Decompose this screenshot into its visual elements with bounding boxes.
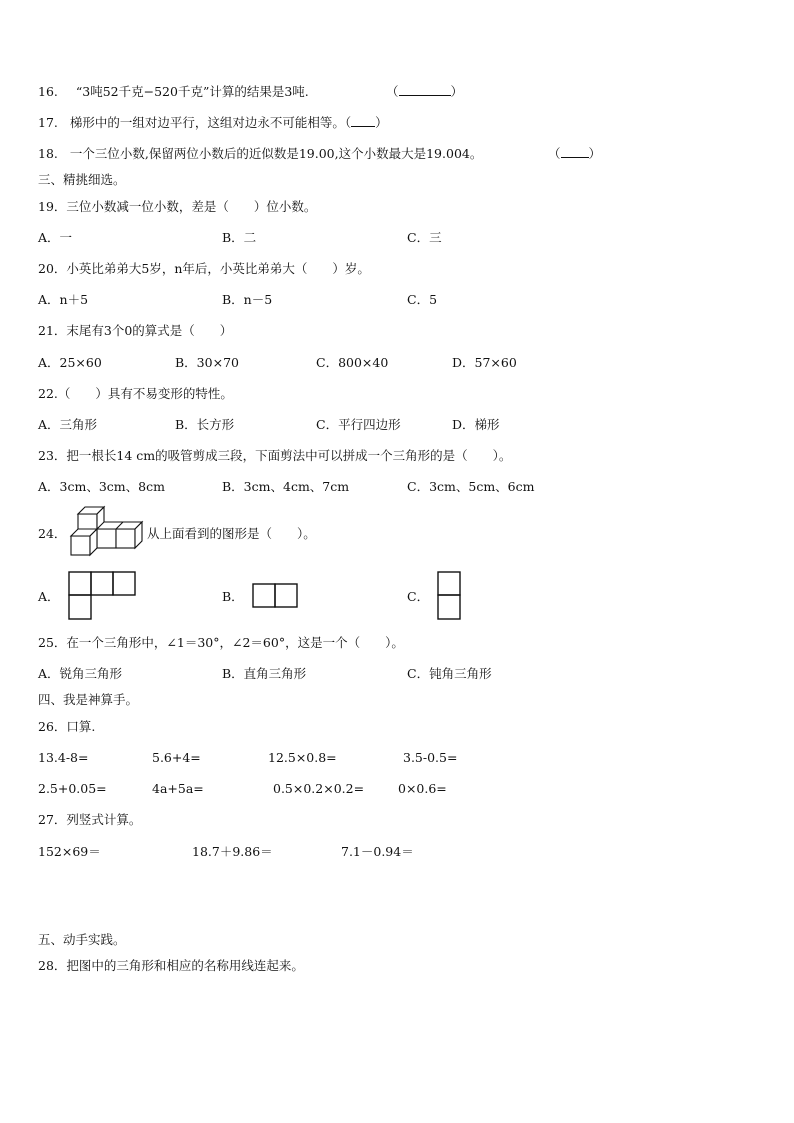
- q18-number: 18.: [38, 146, 58, 161]
- section-3-heading: 三、精挑细选。: [38, 172, 126, 187]
- q26-item-1: 13.4-8=: [38, 750, 89, 765]
- q18-answer[interactable]: [548, 146, 601, 162]
- q25-option-b[interactable]: B．直角三角形: [222, 666, 307, 681]
- q16-answer-blank[interactable]: [399, 84, 451, 96]
- q20-option-c[interactable]: C．5: [407, 292, 438, 307]
- q26-question: 26．口算.: [38, 719, 96, 734]
- q19-option-b[interactable]: B．二: [222, 230, 257, 245]
- q26-item-4: 3.5-0.5=: [403, 750, 458, 765]
- q16-line: [38, 84, 309, 100]
- q16-answer[interactable]: [386, 84, 463, 100]
- section-4-heading: 四、我是神算手。: [38, 692, 139, 707]
- q26-item-7: 0.5×0.2×0.2=: [273, 781, 365, 796]
- q26-item-8: 0×0.6=: [398, 781, 447, 796]
- q24-option-a[interactable]: A．: [38, 589, 60, 604]
- q24-number: 24．: [38, 526, 67, 541]
- q26-item-6: 4a+5a=: [152, 781, 204, 796]
- q21-option-d[interactable]: D．57×60: [452, 355, 517, 370]
- q20-option-a[interactable]: A．n＋5: [38, 292, 89, 307]
- q22-option-c[interactable]: C．平行四边形: [316, 417, 401, 432]
- q24-question: 从上面看到的图形是（ ）。: [147, 526, 316, 541]
- q24-option-c-figure: [437, 571, 463, 621]
- q17-line: [38, 115, 388, 131]
- q16-paren-right: ）: [450, 84, 464, 99]
- section-5-heading: 五、动手实践。: [38, 932, 126, 947]
- q20-question: 20．小英比弟弟大5岁，n年后，小英比弟弟大（ ）岁。: [38, 261, 370, 276]
- q24-cube-figure: [68, 503, 148, 559]
- q26-item-2: 5.6+4=: [152, 750, 201, 765]
- q18-paren-left: （: [548, 146, 561, 161]
- q16-paren-left: （: [386, 84, 399, 99]
- q17-number: 17.: [38, 115, 58, 130]
- q21-question: 21．末尾有3个0的算式是（ ）: [38, 323, 233, 338]
- q18-text: 一个三位小数,保留两位小数后的近似数是19.00,这个小数最大是19.004。: [69, 146, 483, 161]
- q25-question: 25．在一个三角形中，∠1＝30°，∠2＝60°，这是一个（ ）。: [38, 635, 404, 650]
- q23-option-b[interactable]: B．3cm、4cm、7cm: [222, 479, 350, 494]
- q18-line: [38, 146, 482, 162]
- q27-item-2: 18.7＋9.86＝: [192, 844, 273, 859]
- q21-option-c[interactable]: C．800×40: [316, 355, 389, 370]
- q18-paren-right: ）: [588, 146, 602, 161]
- q22-question: 22.（ ）具有不易变形的特性。: [38, 386, 233, 401]
- q22-option-b[interactable]: B．长方形: [175, 417, 235, 432]
- q19-option-a[interactable]: A．一: [38, 230, 73, 245]
- q17-answer-blank[interactable]: [351, 115, 375, 127]
- q24-option-a-figure: [68, 571, 138, 621]
- q17-paren-right: ）: [375, 115, 388, 130]
- q26-item-5: 2.5+0.05=: [38, 781, 107, 796]
- q25-option-a[interactable]: A．锐角三角形: [38, 666, 123, 681]
- q28-question: 28．把图中的三角形和相应的名称用线连起来。: [38, 958, 304, 973]
- q18-answer-blank[interactable]: [561, 146, 589, 158]
- q20-option-b[interactable]: B．n－5: [222, 292, 273, 307]
- q27-item-3: 7.1－0.94＝: [341, 844, 414, 859]
- q27-question: 27．列竖式计算。: [38, 812, 142, 827]
- q25-option-c[interactable]: C．钝角三角形: [407, 666, 492, 681]
- q24-option-b-figure: [252, 583, 300, 609]
- q19-option-c[interactable]: C．三: [407, 230, 442, 245]
- q16-text: “3吨52千克−520千克”计算的结果是3吨.: [75, 84, 309, 99]
- q17-text: 梯形中的一组对边平行，这组对边永不可能相等。（: [69, 115, 352, 130]
- q24-option-c[interactable]: C．: [407, 589, 430, 604]
- q16-number: 16.: [38, 84, 58, 99]
- q22-option-a[interactable]: A．三角形: [38, 417, 98, 432]
- q23-option-a[interactable]: A．3cm、3cm、8cm: [38, 479, 165, 494]
- q21-option-a[interactable]: A．25×60: [38, 355, 102, 370]
- q23-option-c[interactable]: C．3cm、5cm、6cm: [407, 479, 535, 494]
- q22-option-d[interactable]: D．梯形: [452, 417, 500, 432]
- q27-item-1: 152×69＝: [38, 844, 101, 859]
- q19-question: 19．三位小数减一位小数，差是（ ）位小数。: [38, 199, 317, 214]
- q23-question: 23．把一根长14 cm的吸管剪成三段，下面剪法中可以拼成一个三角形的是（ ）。: [38, 448, 512, 463]
- q26-item-3: 12.5×0.8=: [268, 750, 337, 765]
- q21-option-b[interactable]: B．30×70: [175, 355, 239, 370]
- q24-option-b[interactable]: B．: [222, 589, 244, 604]
